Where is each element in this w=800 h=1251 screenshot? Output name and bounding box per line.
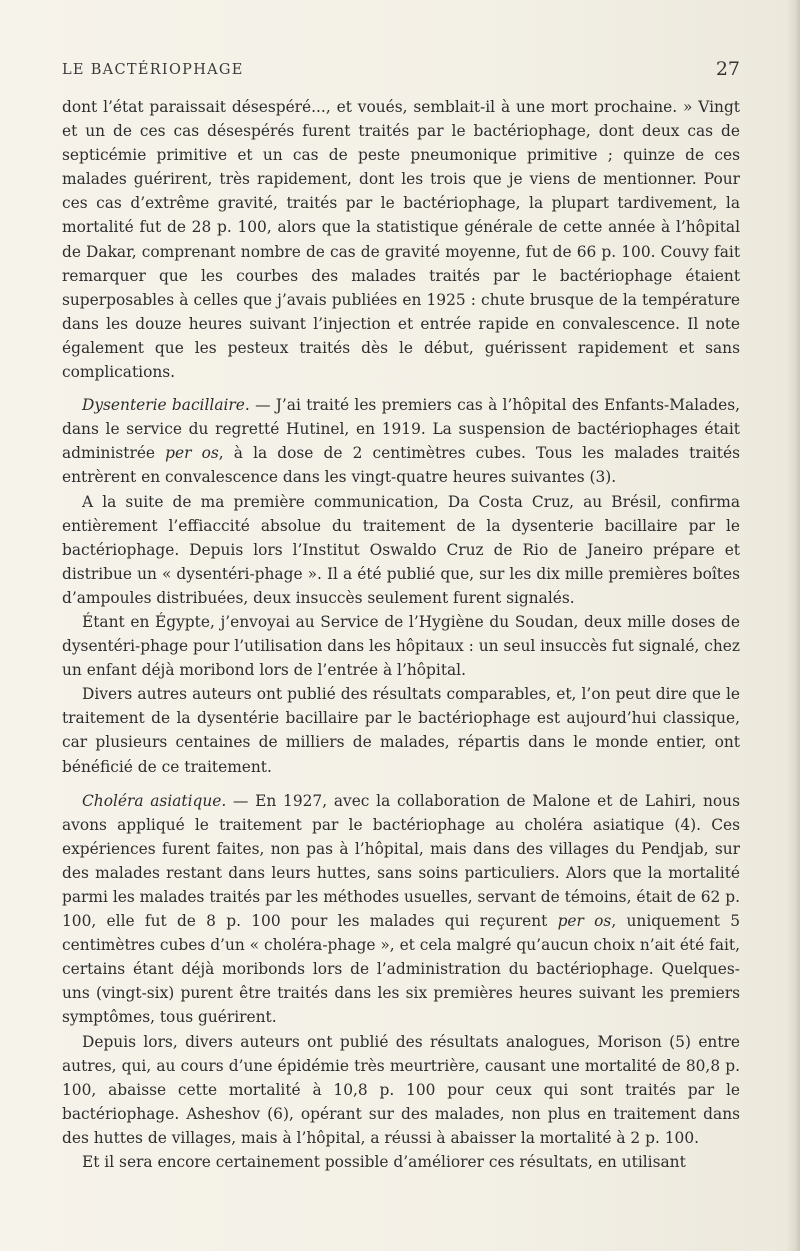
page-number: 27 [715, 58, 740, 80]
paragraph-dysentery-classic: Divers autres auteurs ont publié des résultats comparables, et, l’on peut dire que le traitement de la dysentérie bacillaire par le bactériophage est aujourd’hui classique, car plusieurs centaines de milliers de malades, répartis dans le monde entier, ont bénéficié de ce traitement. [62, 685, 740, 776]
running-head: LE BACTÉRIOPHAGE [62, 62, 244, 78]
cholera-per-os: per os [557, 912, 612, 931]
paragraph-cholera-improve: Et il sera encore certainement possible d’améliorer ces résultats, en utilisant [82, 1153, 686, 1172]
paragraph-cholera-results: Depuis lors, divers auteurs ont publié des résultats analogues, Morison (5) entre autres, qui, au cours d’une épidémie très meurtrière, causant une mortalité de 80,8 p. 100, abaisse cette mortalité à 10,8 p. 100 pour ceux qui sont traités par le bactériophage. Asheshov (6), opérant sur des malades, non plus en traitement dans des huttes de villages, mais à l’hôpital, a réussi à abaisser la mortalité à 2 p. 100. [62, 1032, 740, 1147]
paragraph-cholera-intro [62, 789, 740, 1030]
body-text [62, 95, 740, 1174]
dysentery-per-os: per os [165, 444, 219, 463]
cholera-text-a: — En 1927, avec la collaboration de Malone et de Lahiri, nous avons appliqué le traitement par le bactériophage au choléra asiatique (4). Ces expériences furent faites, non pas à l’hôpital, mais dans des villages du Pendjab, sur des malades restant dans leurs huttes, sans soins particuliers. Alors que la mortalité parmi les malades traités par les méthodes usuelles, servant de témoins, était de 62 p. 100, elle fut de 8 p. 100 pour les malades qui reçurent [62, 791, 740, 931]
section-heading-dysentery: Dysenterie bacillaire. [82, 396, 250, 415]
dysentery-text-b: , à la dose de 2 centimètres cubes. Tous les malades traités entrèrent en convalescence dans les vingt-quatre heures suivantes (3). [62, 444, 740, 487]
paragraph-dysentery-egypt: Étant en Égypte, j’envoyai au Service de l’Hygiène du Soudan, deux mille doses de dysentéri-phage pour l’utilisation dans les hôpitaux : un seul insuccès fut signalé, chez un enfant déjà moribond lors de l’entrée à l’hôpital. [62, 612, 740, 680]
page-edge-shadow [786, 0, 800, 1251]
paragraph-dysentery-brazil: A la suite de ma première communication, Da Costa Cruz, au Brésil, confirma entièrement l’effiaccité absolue du traitement de la dysenterie bacillaire par le bactériophage. Depuis lors l’Institut Oswaldo Cruz de Rio de Janeiro prépare et distribue un « dysentéri-phage ». Il a été publié que, sur les dix mille premières boîtes d’ampoules distribuées, deux insuccès seulement furent signalés. [62, 492, 740, 607]
dysentery-text-a: — J’ai traité les premiers cas à l’hôpital des Enfants-Malades, dans le service du regretté Hutinel, en 1919. La suspension de bactériophages était administrée [62, 396, 740, 463]
paragraph-dysentery-intro [62, 393, 740, 489]
page-header [62, 58, 740, 86]
paragraph-plague-continuation: dont l’état paraissait désespéré..., et voués, semblait-il à une mort prochaine. » Vingt et un de ces cas désespérés furent traités par le bactériophage, dont deux cas de septicémie primitive et un cas de peste pneumonique primitive ; quinze de ces malades guérirent, très rapidement, dont les trois que je viens de mentionner. Pour ces cas d’extrême gravité, traités par le bactériophage, la plupart tardivement, la mortalité fut de 28 p. 100, alors que la statistique générale de cette année à l’hôpital de Dakar, comprenant nombre de cas de gravité moyenne, fut de 66 p. 100. Couvy fait remarquer que les courbes des malades traités par le bactériophage étaient superposables à celles que j’avais publiées en 1925 : chute brusque de la température dans les douze heures suivant l’injection et entrée rapide en convalescence. Il note également que les pesteux traités dès le début, guérissent rapidement et sans complications. [62, 98, 740, 382]
section-heading-cholera: Choléra asiatique. [82, 791, 227, 810]
cholera-text-b: , uniquement 5 centimètres cubes d’un « choléra-phage », et cela malgré qu’aucun choix n’ait été fait, certains étant déjà moribonds lors de l’administration du bactériophage. Quelques-uns (vingt-six) purent être traités dans les six premières heures suivant les premiers symptômes, tous guérirent. [62, 912, 740, 1027]
